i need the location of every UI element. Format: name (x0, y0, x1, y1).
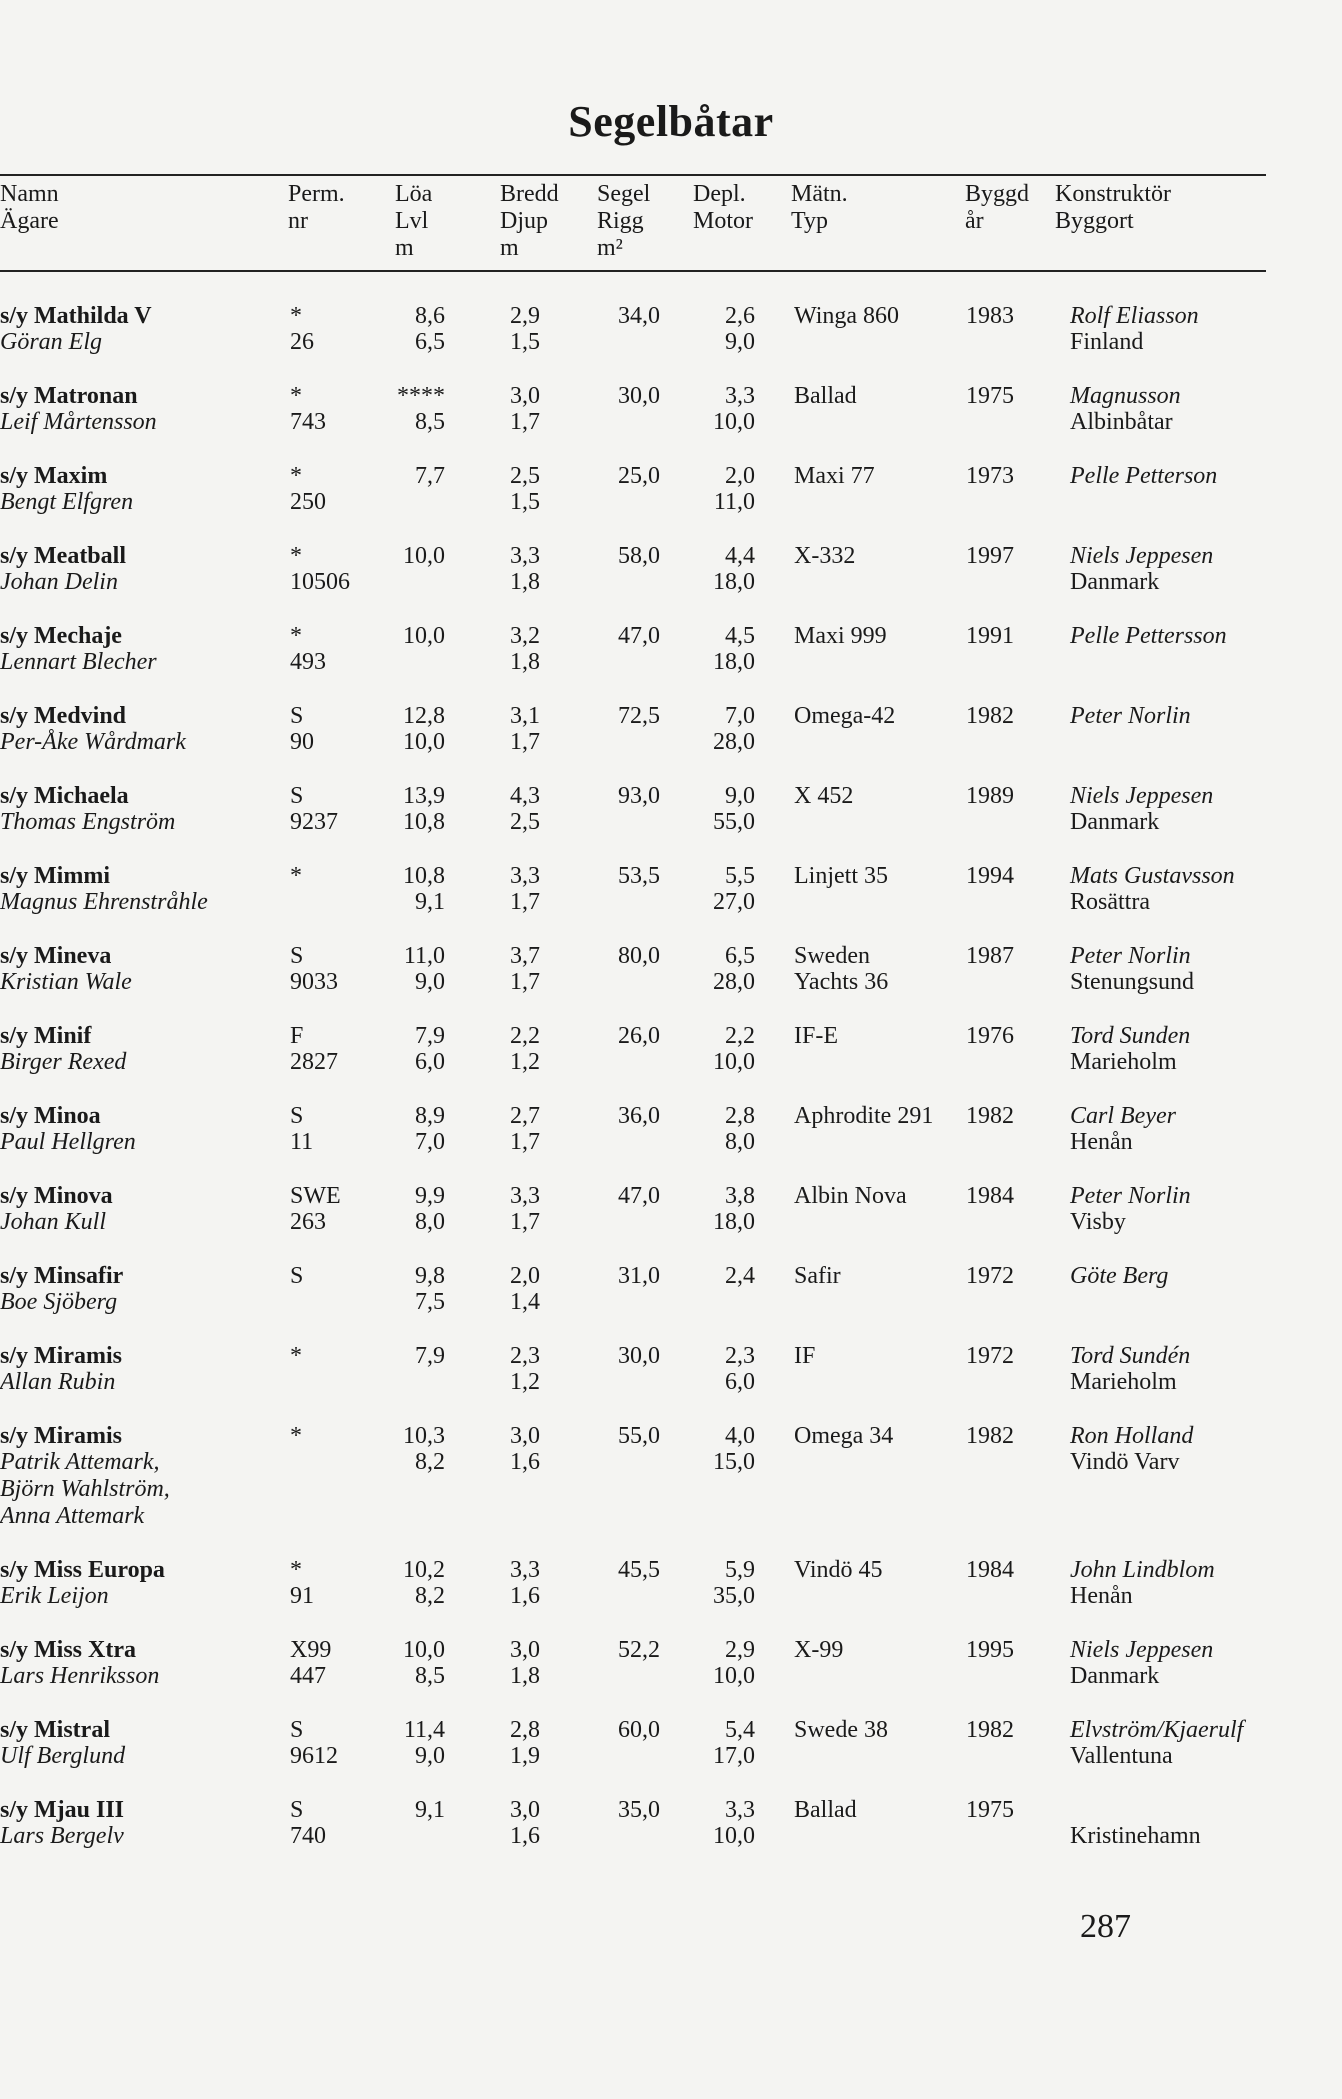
boat-type: Sweden (794, 943, 870, 969)
boat-name: s/y Meatball (0, 543, 126, 569)
perm-value: SWE (290, 1183, 341, 1209)
djup-value: 1,7 (510, 1129, 540, 1155)
sail-number: 9612 (290, 1743, 338, 1769)
boat-owner: Lars Henriksson (0, 1663, 160, 1689)
lvl-value: 7,0 (415, 1129, 445, 1155)
boat-type: IF-E (794, 1023, 838, 1049)
motor-value: 11,0 (713, 489, 755, 515)
perm-value: * (290, 623, 302, 649)
lvl-value: 6,0 (415, 1049, 445, 1075)
designer: Göte Berg (1070, 1263, 1169, 1289)
segel-value: 45,5 (618, 1557, 660, 1583)
depl-value: 4,0 (725, 1423, 755, 1449)
perm-value: * (290, 1343, 302, 1369)
sail-number: 493 (290, 649, 326, 675)
build-year: 1982 (966, 1423, 1014, 1449)
motor-value: 35,0 (713, 1583, 755, 1609)
motor-value: 28,0 (713, 969, 755, 995)
sail-number: 743 (290, 409, 326, 435)
bredd-value: 2,7 (510, 1103, 540, 1129)
perm-value: S (290, 1103, 304, 1129)
motor-value: 18,0 (713, 1209, 755, 1235)
lvl-value: 8,5 (415, 1663, 445, 1689)
loa-value: 8,9 (415, 1103, 445, 1129)
sail-number: 740 (290, 1823, 326, 1849)
perm-value: S (290, 783, 304, 809)
motor-value: 27,0 (713, 889, 755, 915)
motor-value: 9,0 (725, 329, 755, 355)
segel-value: 30,0 (618, 1343, 660, 1369)
build-place: Vallentuna (1070, 1743, 1173, 1769)
column-header: Namn (0, 181, 59, 207)
segel-value: 72,5 (618, 703, 660, 729)
build-year: 1995 (966, 1637, 1014, 1663)
build-year: 1991 (966, 623, 1014, 649)
bredd-value: 3,3 (510, 1557, 540, 1583)
boat-owner: Göran Elg (0, 329, 102, 355)
depl-value: 3,3 (725, 383, 755, 409)
loa-value: 11,0 (403, 943, 445, 969)
depl-value: 2,0 (725, 463, 755, 489)
boat-name: s/y Mistral (0, 1717, 110, 1743)
build-year: 1982 (966, 1717, 1014, 1743)
perm-value: * (290, 543, 302, 569)
bredd-value: 2,5 (510, 463, 540, 489)
lvl-value: 8,2 (415, 1583, 445, 1609)
designer: Niels Jeppesen (1070, 1637, 1214, 1663)
boat-name: s/y Mineva (0, 943, 112, 969)
boat-owner: Per-Åke Wårdmark (0, 729, 186, 755)
djup-value: 1,4 (510, 1289, 540, 1315)
loa-value: 8,6 (415, 303, 445, 329)
segel-value: 34,0 (618, 303, 660, 329)
loa-value: 10,8 (403, 863, 445, 889)
build-place: Visby (1070, 1209, 1126, 1235)
loa-value: **** (397, 383, 445, 409)
build-place: Albinbåtar (1070, 409, 1173, 435)
perm-value: * (290, 863, 302, 889)
boat-owner: Johan Delin (0, 569, 118, 595)
bredd-value: 3,1 (510, 703, 540, 729)
loa-value: 11,4 (403, 1717, 445, 1743)
segel-value: 26,0 (618, 1023, 660, 1049)
motor-value: 6,0 (725, 1369, 755, 1395)
boat-type: X-332 (794, 543, 856, 569)
boat-type: Maxi 77 (794, 463, 875, 489)
loa-value: 10,2 (403, 1557, 445, 1583)
boat-type: IF (794, 1343, 816, 1369)
loa-value: 7,7 (415, 463, 445, 489)
boat-name: s/y Mechaje (0, 623, 122, 649)
column-header: Segel (597, 181, 651, 207)
lvl-value: 10,8 (403, 809, 445, 835)
motor-value: 10,0 (713, 1049, 755, 1075)
segel-value: 30,0 (618, 383, 660, 409)
boat-type: X 452 (794, 783, 854, 809)
designer: Elvström/Kjaerulf (1070, 1717, 1244, 1743)
sail-number: 26 (290, 329, 314, 355)
djup-value: 1,6 (510, 1823, 540, 1849)
boat-type: Safir (794, 1263, 841, 1289)
boat-type: Omega-42 (794, 703, 896, 729)
boat-name: s/y Minsafir (0, 1263, 124, 1289)
perm-value: * (290, 1423, 302, 1449)
column-header: Byggd (965, 181, 1030, 207)
segel-value: 52,2 (618, 1637, 660, 1663)
build-year: 1983 (966, 303, 1014, 329)
loa-value: 10,3 (403, 1423, 445, 1449)
boat-owner: Erik Leijon (0, 1583, 109, 1609)
build-year: 1984 (966, 1183, 1014, 1209)
perm-value: * (290, 463, 302, 489)
boat-type: Ballad (794, 1797, 857, 1823)
motor-value: 28,0 (713, 729, 755, 755)
djup-value: 1,8 (510, 649, 540, 675)
build-year: 1982 (966, 1103, 1014, 1129)
bredd-value: 3,3 (510, 863, 540, 889)
motor-value: 18,0 (713, 569, 755, 595)
designer: Ron Holland (1070, 1423, 1194, 1449)
perm-value: S (290, 1263, 304, 1289)
djup-value: 1,7 (510, 729, 540, 755)
sail-number: 2827 (290, 1049, 338, 1075)
perm-value: S (290, 703, 304, 729)
bredd-value: 3,3 (510, 1183, 540, 1209)
column-header: år (965, 208, 984, 234)
boat-name: s/y Mimmi (0, 863, 110, 889)
djup-value: 1,9 (510, 1743, 540, 1769)
page-title: Segelbåtar (568, 97, 774, 146)
segel-value: 58,0 (618, 543, 660, 569)
column-header: Konstruktör (1055, 181, 1171, 207)
build-place: Henån (1070, 1583, 1133, 1609)
column-header: Ägare (0, 208, 59, 234)
bredd-value: 4,3 (510, 783, 540, 809)
build-place: Danmark (1070, 569, 1160, 595)
perm-value: S (290, 1717, 304, 1743)
depl-value: 2,9 (725, 1637, 755, 1663)
page-number: 287 (1080, 1908, 1131, 1945)
perm-value: * (290, 303, 302, 329)
boat-name: s/y Minif (0, 1023, 92, 1049)
designer: Magnusson (1070, 383, 1181, 409)
loa-value: 9,8 (415, 1263, 445, 1289)
boat-owner: Thomas Engström (0, 809, 176, 835)
designer: Peter Norlin (1070, 943, 1191, 969)
column-header: m (500, 235, 519, 261)
build-year: 1975 (966, 1797, 1014, 1823)
sail-number: 250 (290, 489, 326, 515)
motor-value: 10,0 (713, 1823, 755, 1849)
loa-value: 10,0 (403, 543, 445, 569)
build-place: Finland (1070, 329, 1144, 355)
column-header: Lvl (395, 208, 429, 234)
boat-type: Yachts 36 (794, 969, 889, 995)
bredd-value: 3,2 (510, 623, 540, 649)
build-place: Danmark (1070, 1663, 1160, 1689)
loa-value: 9,9 (415, 1183, 445, 1209)
column-header: Depl. (693, 181, 746, 207)
boat-owner: Björn Wahlström, (0, 1476, 170, 1502)
build-year: 1997 (966, 543, 1014, 569)
depl-value: 4,5 (725, 623, 755, 649)
designer: Mats Gustavsson (1070, 863, 1235, 889)
lvl-value: 9,1 (415, 889, 445, 915)
bredd-value: 2,3 (510, 1343, 540, 1369)
boat-name: s/y Michaela (0, 783, 129, 809)
bredd-value: 2,9 (510, 303, 540, 329)
build-year: 1972 (966, 1263, 1014, 1289)
depl-value: 3,3 (725, 1797, 755, 1823)
lvl-value: 9,0 (415, 1743, 445, 1769)
build-year: 1972 (966, 1343, 1014, 1369)
boat-owner: Bengt Elfgren (0, 489, 134, 515)
depl-value: 2,4 (725, 1263, 755, 1289)
designer: Pelle Petterson (1070, 463, 1218, 489)
lvl-value: 10,0 (403, 729, 445, 755)
boat-type: Omega 34 (794, 1423, 894, 1449)
designer: Tord Sunden (1070, 1023, 1191, 1049)
perm-value: S (290, 1797, 304, 1823)
designer: Peter Norlin (1070, 703, 1191, 729)
loa-value: 10,0 (403, 1637, 445, 1663)
boat-owner: Kristian Wale (0, 969, 132, 995)
build-year: 1982 (966, 703, 1014, 729)
sail-number: 11 (290, 1129, 314, 1155)
depl-value: 4,4 (725, 543, 755, 569)
segel-value: 47,0 (618, 623, 660, 649)
build-place: Marieholm (1070, 1049, 1177, 1075)
designer: Niels Jeppesen (1070, 783, 1214, 809)
sail-number: 447 (290, 1663, 326, 1689)
boat-type: Maxi 999 (794, 623, 887, 649)
boat-owner: Anna Attemark (0, 1503, 145, 1529)
build-year: 1975 (966, 383, 1014, 409)
boat-name: s/y Miramis (0, 1423, 122, 1449)
depl-value: 5,5 (725, 863, 755, 889)
column-header: m (395, 235, 414, 261)
build-place: Danmark (1070, 809, 1160, 835)
djup-value: 1,7 (510, 969, 540, 995)
boat-owner: Lars Bergelv (0, 1823, 124, 1849)
motor-value: 55,0 (713, 809, 755, 835)
column-header: nr (288, 208, 308, 234)
boat-type: Ballad (794, 383, 857, 409)
boat-owner: Patrik Attemark, (0, 1449, 160, 1475)
djup-value: 1,6 (510, 1583, 540, 1609)
designer: Peter Norlin (1070, 1183, 1191, 1209)
lvl-value: 8,5 (415, 409, 445, 435)
segel-value: 35,0 (618, 1797, 660, 1823)
djup-value: 1,7 (510, 1209, 540, 1235)
lvl-value: 9,0 (415, 969, 445, 995)
djup-value: 1,8 (510, 569, 540, 595)
column-header: Djup (500, 208, 548, 234)
build-year: 1987 (966, 943, 1014, 969)
boat-owner: Lennart Blecher (0, 649, 157, 675)
djup-value: 2,5 (510, 809, 540, 835)
sail-number: 91 (290, 1583, 314, 1609)
segel-value: 47,0 (618, 1183, 660, 1209)
boat-type: Vindö 45 (794, 1557, 883, 1583)
depl-value: 2,2 (725, 1023, 755, 1049)
column-header: Löa (395, 181, 433, 207)
boat-name: s/y Matronan (0, 383, 138, 409)
bredd-value: 3,0 (510, 1797, 540, 1823)
build-year: 1976 (966, 1023, 1014, 1049)
boat-owner: Leif Mårtensson (0, 409, 157, 435)
segel-value: 25,0 (618, 463, 660, 489)
djup-value: 1,6 (510, 1449, 540, 1475)
segel-value: 53,5 (618, 863, 660, 889)
perm-value: X99 (290, 1637, 332, 1663)
bredd-value: 2,2 (510, 1023, 540, 1049)
depl-value: 2,3 (725, 1343, 755, 1369)
boat-name: s/y Minova (0, 1183, 113, 1209)
boat-name: s/y Miss Xtra (0, 1637, 136, 1663)
loa-value: 9,1 (415, 1797, 445, 1823)
boat-name: s/y Miss Europa (0, 1557, 165, 1583)
lvl-value: 6,5 (415, 329, 445, 355)
djup-value: 1,2 (510, 1049, 540, 1075)
segel-value: 93,0 (618, 783, 660, 809)
column-header: Bredd (500, 181, 559, 207)
depl-value: 6,5 (725, 943, 755, 969)
build-place: Henån (1070, 1129, 1133, 1155)
depl-value: 2,6 (725, 303, 755, 329)
segel-value: 60,0 (618, 1717, 660, 1743)
perm-value: * (290, 1557, 302, 1583)
sail-number: 263 (290, 1209, 326, 1235)
boat-type: Aphrodite 291 (794, 1103, 934, 1129)
motor-value: 17,0 (713, 1743, 755, 1769)
bredd-value: 3,3 (510, 543, 540, 569)
segel-value: 80,0 (618, 943, 660, 969)
motor-value: 8,0 (725, 1129, 755, 1155)
sail-number: 9033 (290, 969, 338, 995)
sail-number: 90 (290, 729, 314, 755)
designer: Rolf Eliasson (1070, 303, 1199, 329)
column-header: Mätn. (791, 181, 848, 207)
motor-value: 18,0 (713, 649, 755, 675)
lvl-value: 8,2 (415, 1449, 445, 1475)
depl-value: 7,0 (725, 703, 755, 729)
boat-owner: Johan Kull (0, 1209, 106, 1235)
djup-value: 1,8 (510, 1663, 540, 1689)
boat-owner: Paul Hellgren (0, 1129, 136, 1155)
sail-number: 10506 (290, 569, 350, 595)
bredd-value: 2,0 (510, 1263, 540, 1289)
perm-value: S (290, 943, 304, 969)
boat-name: s/y Medvind (0, 703, 127, 729)
designer: Carl Beyer (1070, 1103, 1176, 1129)
designer: John Lindblom (1070, 1557, 1215, 1583)
column-header: Perm. (288, 181, 345, 207)
build-year: 1989 (966, 783, 1014, 809)
boat-type: Albin Nova (794, 1183, 907, 1209)
segel-value: 55,0 (618, 1423, 660, 1449)
column-header: Typ (791, 208, 828, 234)
column-header: Byggort (1055, 208, 1134, 234)
djup-value: 1,7 (510, 889, 540, 915)
boat-type: Linjett 35 (794, 863, 888, 889)
loa-value: 7,9 (415, 1023, 445, 1049)
djup-value: 1,5 (510, 329, 540, 355)
depl-value: 9,0 (725, 783, 755, 809)
build-place: Marieholm (1070, 1369, 1177, 1395)
djup-value: 1,5 (510, 489, 540, 515)
designer: Pelle Pettersson (1070, 623, 1227, 649)
build-place: Rosättra (1070, 889, 1150, 915)
build-place: Kristinehamn (1070, 1823, 1201, 1849)
loa-value: 7,9 (415, 1343, 445, 1369)
boat-name: s/y Minoa (0, 1103, 101, 1129)
djup-value: 1,2 (510, 1369, 540, 1395)
segel-value: 31,0 (618, 1263, 660, 1289)
boat-owner: Allan Rubin (0, 1369, 116, 1395)
designer: Niels Jeppesen (1070, 543, 1214, 569)
column-header: m² (597, 235, 623, 261)
motor-value: 15,0 (713, 1449, 755, 1475)
column-header: Motor (693, 208, 753, 234)
boat-type: Winga 860 (794, 303, 900, 329)
boat-owner: Magnus Ehrenstråhle (0, 889, 208, 915)
bredd-value: 3,0 (510, 383, 540, 409)
designer: Tord Sundén (1070, 1343, 1191, 1369)
boat-owner: Birger Rexed (0, 1049, 127, 1075)
bredd-value: 3,0 (510, 1423, 540, 1449)
motor-value: 10,0 (713, 409, 755, 435)
lvl-value: 8,0 (415, 1209, 445, 1235)
bredd-value: 3,0 (510, 1637, 540, 1663)
bredd-value: 2,8 (510, 1717, 540, 1743)
perm-value: F (290, 1023, 304, 1049)
build-year: 1973 (966, 463, 1014, 489)
segel-value: 36,0 (618, 1103, 660, 1129)
loa-value: 12,8 (403, 703, 445, 729)
depl-value: 5,9 (725, 1557, 755, 1583)
header-bottom-rule (0, 270, 1266, 272)
djup-value: 1,7 (510, 409, 540, 435)
loa-value: 10,0 (403, 623, 445, 649)
perm-value: * (290, 383, 302, 409)
build-place: Stenungsund (1070, 969, 1195, 995)
depl-value: 5,4 (725, 1717, 755, 1743)
boat-type: X-99 (794, 1637, 844, 1663)
loa-value: 13,9 (403, 783, 445, 809)
column-header: Rigg (597, 208, 644, 234)
boat-type: Swede 38 (794, 1717, 888, 1743)
build-place: Vindö Varv (1070, 1449, 1180, 1475)
boat-name: s/y Maxim (0, 463, 108, 489)
boat-name: s/y Mjau III (0, 1797, 125, 1823)
boat-name: s/y Mathilda V (0, 303, 152, 329)
depl-value: 2,8 (725, 1103, 755, 1129)
boat-name: s/y Miramis (0, 1343, 122, 1369)
lvl-value: 7,5 (415, 1289, 445, 1315)
depl-value: 3,8 (725, 1183, 755, 1209)
build-year: 1984 (966, 1557, 1014, 1583)
sail-number: 9237 (290, 809, 338, 835)
boat-owner: Ulf Berglund (0, 1743, 126, 1769)
boat-owner: Boe Sjöberg (0, 1289, 118, 1315)
build-year: 1994 (966, 863, 1014, 889)
header-top-rule (0, 174, 1266, 176)
bredd-value: 3,7 (510, 943, 540, 969)
motor-value: 10,0 (713, 1663, 755, 1689)
